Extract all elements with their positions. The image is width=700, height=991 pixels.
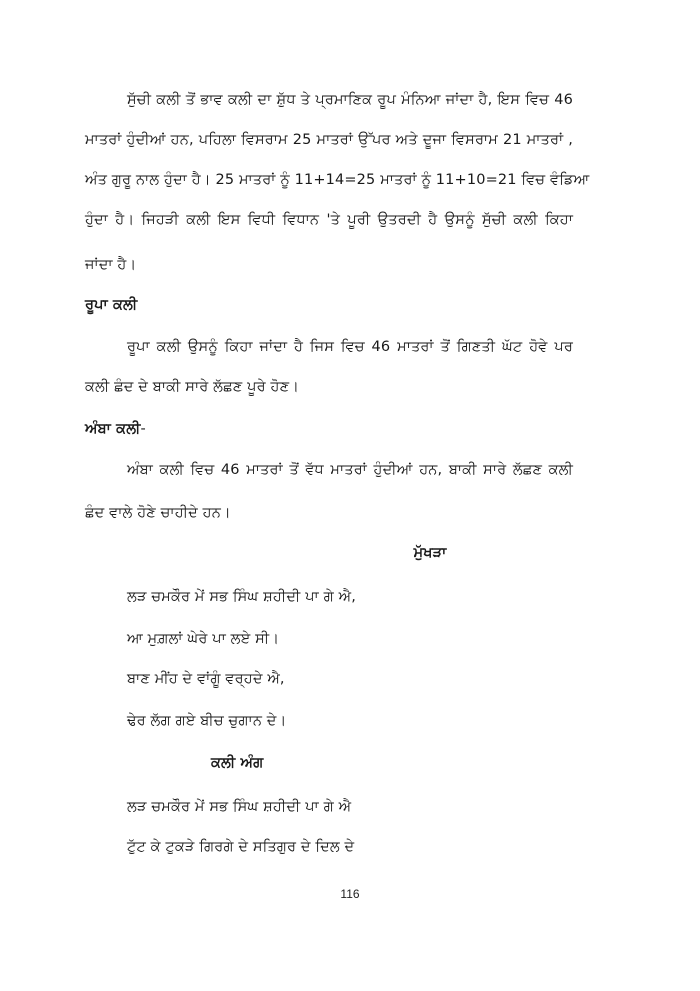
paragraph-line: ਜਾਂਦਾ ਹੈ। xyxy=(85,257,137,273)
section-heading-kali-ang: ਕਲੀ ਅੰਗ xyxy=(211,755,264,771)
paragraph-line: ਅੰਬਾ ਕਲੀ ਵਿਚ 46 ਮਾਤਰਾਂ ਤੋਂ ਵੱਧ ਮਾਤਰਾਂ ਹੁੰਦੀਆਂ ਹਨ, ਬਾਕੀ ਸਾਰੇ ਲੱਛਣ ਕਲੀ xyxy=(127,462,573,478)
verse-line: ਲੜ ਚਮਕੌਰ ਮੇਂ ਸਭ ਸਿੰਘ ਸ਼ਹੀਦੀ ਪਾ ਗੇ ਐ xyxy=(127,799,352,815)
paragraph-line: ਮਾਤਰਾਂ ਹੁੰਦੀਆਂ ਹਨ, ਪਹਿਲਾ ਵਿਸਰਾਮ 25 ਮਾਤਰਾਂ ਉੱਪਰ ਅਤੇ ਦੂਜਾ ਵਿਸਰਾਮ 21 ਮਾਤਰਾਂ , xyxy=(85,132,573,148)
paragraph-line: ਕਲੀ ਛੰਦ ਦੇ ਬਾਕੀ ਸਾਰੇ ਲੱਛਣ ਪੂਰੇ ਹੋਣ। xyxy=(85,379,300,395)
section-heading-mukhra: ਮੁੱਖੜਾ xyxy=(413,545,447,561)
section-heading-rupa-kali: ਰੂਪਾ ਕਲੀ xyxy=(85,297,138,313)
heading-text: ਅੰਬਾ ਕਲੀ xyxy=(85,421,141,437)
page-number: 116 xyxy=(340,887,360,901)
paragraph-line: ਅੰਤ ਗੁਰੂ ਨਾਲ ਹੁੰਦਾ ਹੈ। 25 ਮਾਤਰਾਂ ਨੂੰ 11+14=25 ਮਾਤਰਾਂ ਨੂੰ 11+10=21 ਵਿਚ ਵੰਡਿਆ xyxy=(85,172,590,188)
section-heading-amba-kali xyxy=(85,419,573,439)
verse-line: ਆ ਮੁਗ਼ਲਾਂ ਘੇਰੇ ਪਾ ਲਏ ਸੀ। xyxy=(127,631,280,647)
paragraph-line: ਹੁੰਦਾ ਹੈ। ਜਿਹੜੀ ਕਲੀ ਇਸ ਵਿਧੀ ਵਿਧਾਨ 'ਤੇ ਪੂਰੀ ਉਤਰਦੀ ਹੈ ਉਸਨੂੰ ਸੁੱਚੀ ਕਲੀ ਕਿਹਾ xyxy=(85,212,573,228)
paragraph-line: ਸੁੱਚੀ ਕਲੀ ਤੋਂ ਭਾਵ ਕਲੀ ਦਾ ਸ਼ੁੱਧ ਤੇ ਪ੍ਰਮਾਣਿਕ ਰੂਪ ਮੰਨਿਆ ਜਾਂਦਾ ਹੈ, ਇਸ ਵਿਚ 46 xyxy=(127,92,573,108)
paragraph-line: ਰੂਪਾ ਕਲੀ ਉਸਨੂੰ ਕਿਹਾ ਜਾਂਦਾ ਹੈ ਜਿਸ ਵਿਚ 46 ਮਾਤਰਾਂ ਤੋਂ ਗਿਣਤੀ ਘੱਟ ਹੋਵੇ ਪਰ xyxy=(127,339,573,355)
verse-line: ਬਾਣ ਮੀਂਹ ਦੇ ਵਾਂਗੂੰ ਵਰ੍ਹਦੇ ਐ, xyxy=(127,671,285,687)
heading-dash: - xyxy=(140,421,146,437)
verse-line: ਲੜ ਚਮਕੌਰ ਮੇਂ ਸਭ ਸਿੰਘ ਸ਼ਹੀਦੀ ਪਾ ਗੇ ਐ, xyxy=(127,589,356,605)
paragraph-line: ਛੰਦ ਵਾਲੇ ਹੋਣੇ ਚਾਹੀਦੇ ਹਨ। xyxy=(85,505,231,521)
verse-line: ਢੇਰ ਲੱਗ ਗਏ ਬੀਚ ਚੁਗਾਨ ਦੇ। xyxy=(127,713,287,729)
verse-line: ਟੁੱਟ ਕੇ ਟੁਕੜੇ ਗਿਰਗੇ ਦੇ ਸਤਿਗੁਰ ਦੇ ਦਿਲ ਦੇ xyxy=(127,839,355,855)
